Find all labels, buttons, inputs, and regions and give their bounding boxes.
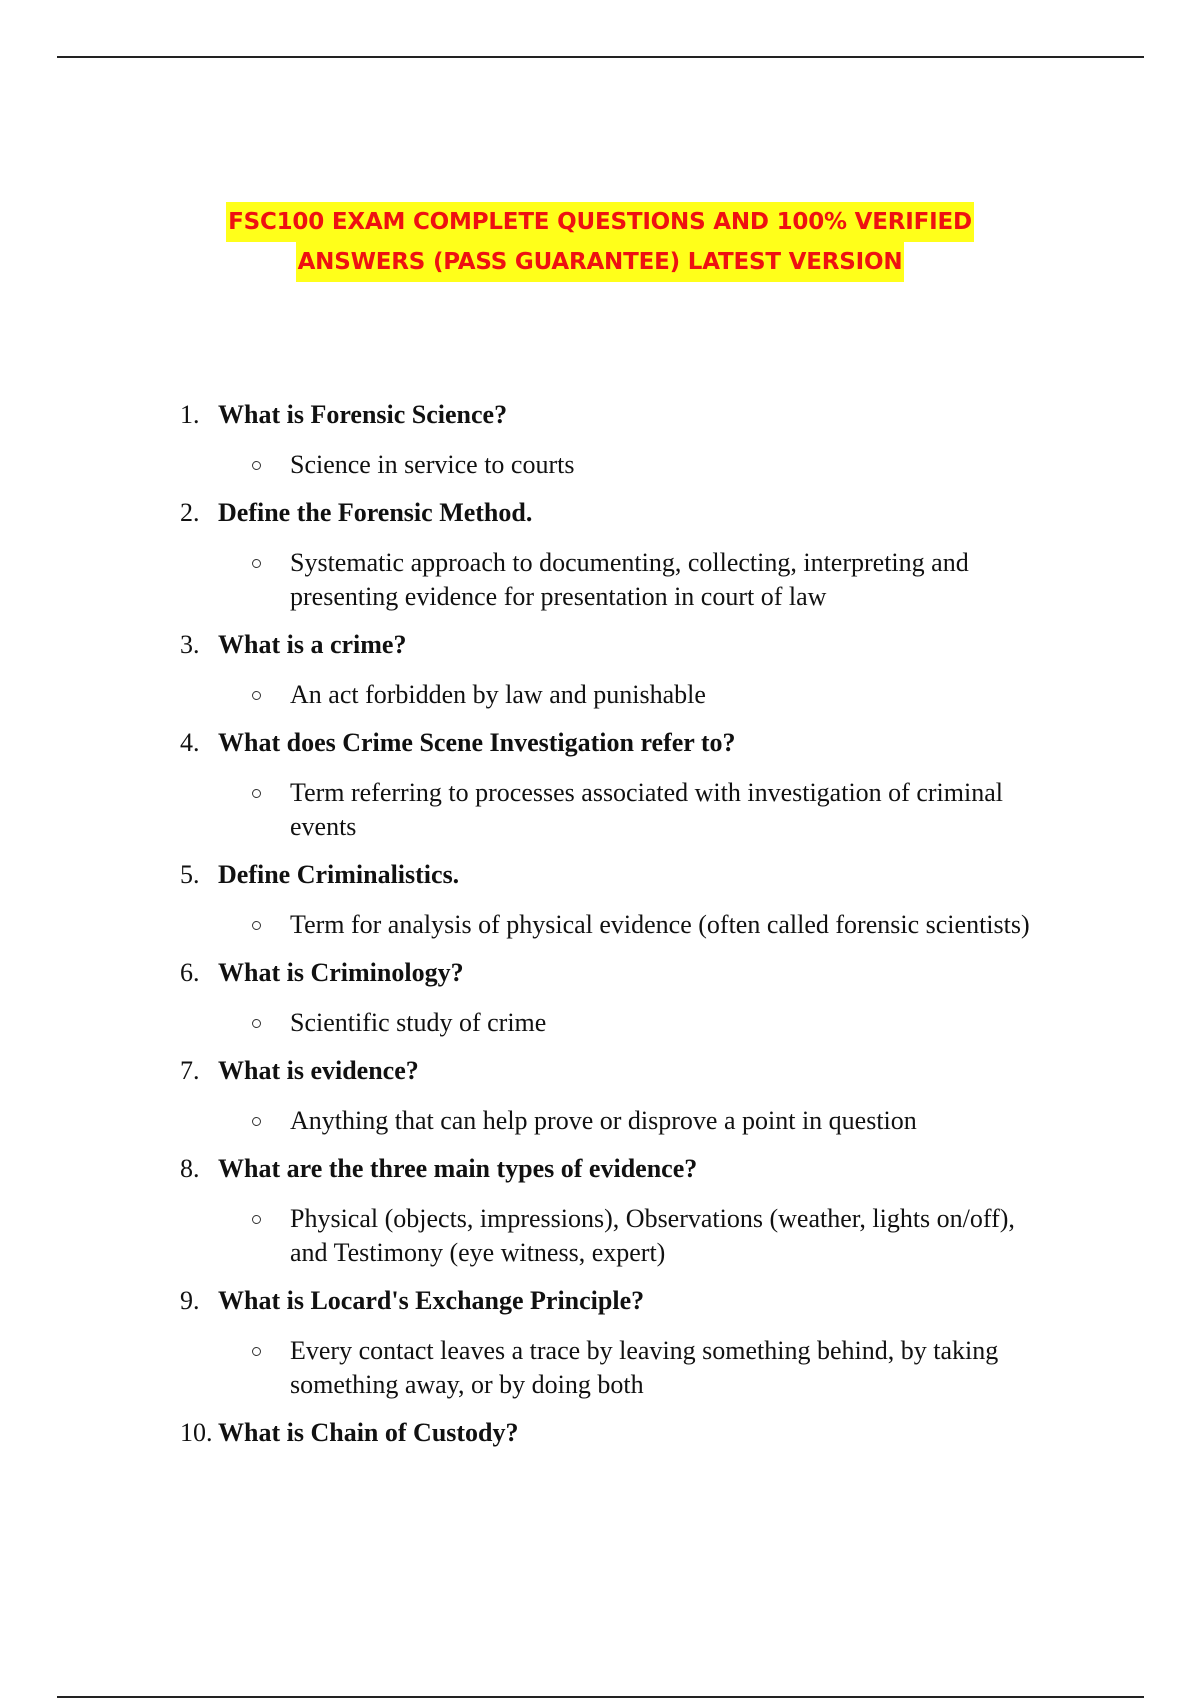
qa-item-5 [180,858,1080,942]
qa-item-2 [180,496,1080,614]
hollow-circle-bullet-icon [252,1117,261,1126]
question-text: Define the Forensic Method. [218,498,533,527]
question [180,956,1080,990]
answer-text: An act forbidden by law and punishable [290,680,706,709]
answer-text: Every contact leaves a trace by leaving something behind, by taking something away, or by doing both [290,1336,999,1399]
answer-text: Science in service to courts [290,450,575,479]
question-number: 9. [180,1286,200,1315]
qa-item-3 [180,628,1080,712]
question-text: What is Criminology? [218,958,464,987]
question [180,398,1080,432]
question-number: 2. [180,498,200,527]
answer [290,546,1050,614]
question-text: What is Forensic Science? [218,400,508,429]
answer-text: Term referring to processes associated with investigation of criminal events [290,778,1003,841]
answer-text: Term for analysis of physical evidence (often called forensic scientists) [290,910,1030,939]
question-list [180,398,1080,1464]
qa-item-4 [180,726,1080,844]
question-text: Define Criminalistics. [218,860,460,889]
hollow-circle-bullet-icon [252,559,261,568]
title-line-2: ANSWERS (PASS GUARANTEE) LATEST VERSION [296,242,905,282]
question-number: 3. [180,630,200,659]
answer-text: Scientific study of crime [290,1008,547,1037]
document-title [0,202,1200,282]
question-text: What is Chain of Custody? [218,1418,519,1447]
qa-item-1 [180,398,1080,482]
question-number: 7. [180,1056,200,1085]
question-text: What is a crime? [218,630,407,659]
answer [290,1104,1050,1138]
hollow-circle-bullet-icon [252,1019,261,1028]
question [180,1416,1080,1450]
answer-text: Anything that can help prove or disprove a point in question [290,1106,917,1135]
hollow-circle-bullet-icon [252,789,261,798]
question-number: 5. [180,860,200,889]
answer [290,1006,1050,1040]
hollow-circle-bullet-icon [252,691,261,700]
question-text: What does Crime Scene Investigation refer to? [218,728,736,757]
answer-text: Physical (objects, impressions), Observations (weather, lights on/off), and Testimony (eye witness, expert) [290,1204,1015,1267]
question [180,1284,1080,1318]
title-line-1: FSC100 EXAM COMPLETE QUESTIONS AND 100% VERIFIED [226,202,974,242]
question [180,1152,1080,1186]
hollow-circle-bullet-icon [252,461,261,470]
question [180,858,1080,892]
answer [290,678,1050,712]
answer [290,1334,1050,1402]
question-number: 10. [180,1418,213,1447]
question-number: 6. [180,958,200,987]
question-text: What is Locard's Exchange Principle? [218,1286,645,1315]
answer [290,776,1050,844]
question [180,496,1080,530]
question-number: 4. [180,728,200,757]
question-text: What is evidence? [218,1056,419,1085]
hollow-circle-bullet-icon [252,1347,261,1356]
answer [290,1202,1050,1270]
qa-item-10 [180,1416,1080,1450]
question [180,628,1080,662]
qa-item-6 [180,956,1080,1040]
page-bottom-rule [57,1696,1144,1698]
page-top-rule [57,56,1144,58]
answer [290,448,1050,482]
hollow-circle-bullet-icon [252,1215,261,1224]
question-number: 8. [180,1154,200,1183]
question-text: What are the three main types of evidence? [218,1154,698,1183]
qa-item-9 [180,1284,1080,1402]
qa-item-8 [180,1152,1080,1270]
question [180,726,1080,760]
question-number: 1. [180,400,200,429]
answer [290,908,1050,942]
question [180,1054,1080,1088]
hollow-circle-bullet-icon [252,921,261,930]
qa-item-7 [180,1054,1080,1138]
answer-text: Systematic approach to documenting, collecting, interpreting and presenting evidence for presentation in court of law [290,548,969,611]
